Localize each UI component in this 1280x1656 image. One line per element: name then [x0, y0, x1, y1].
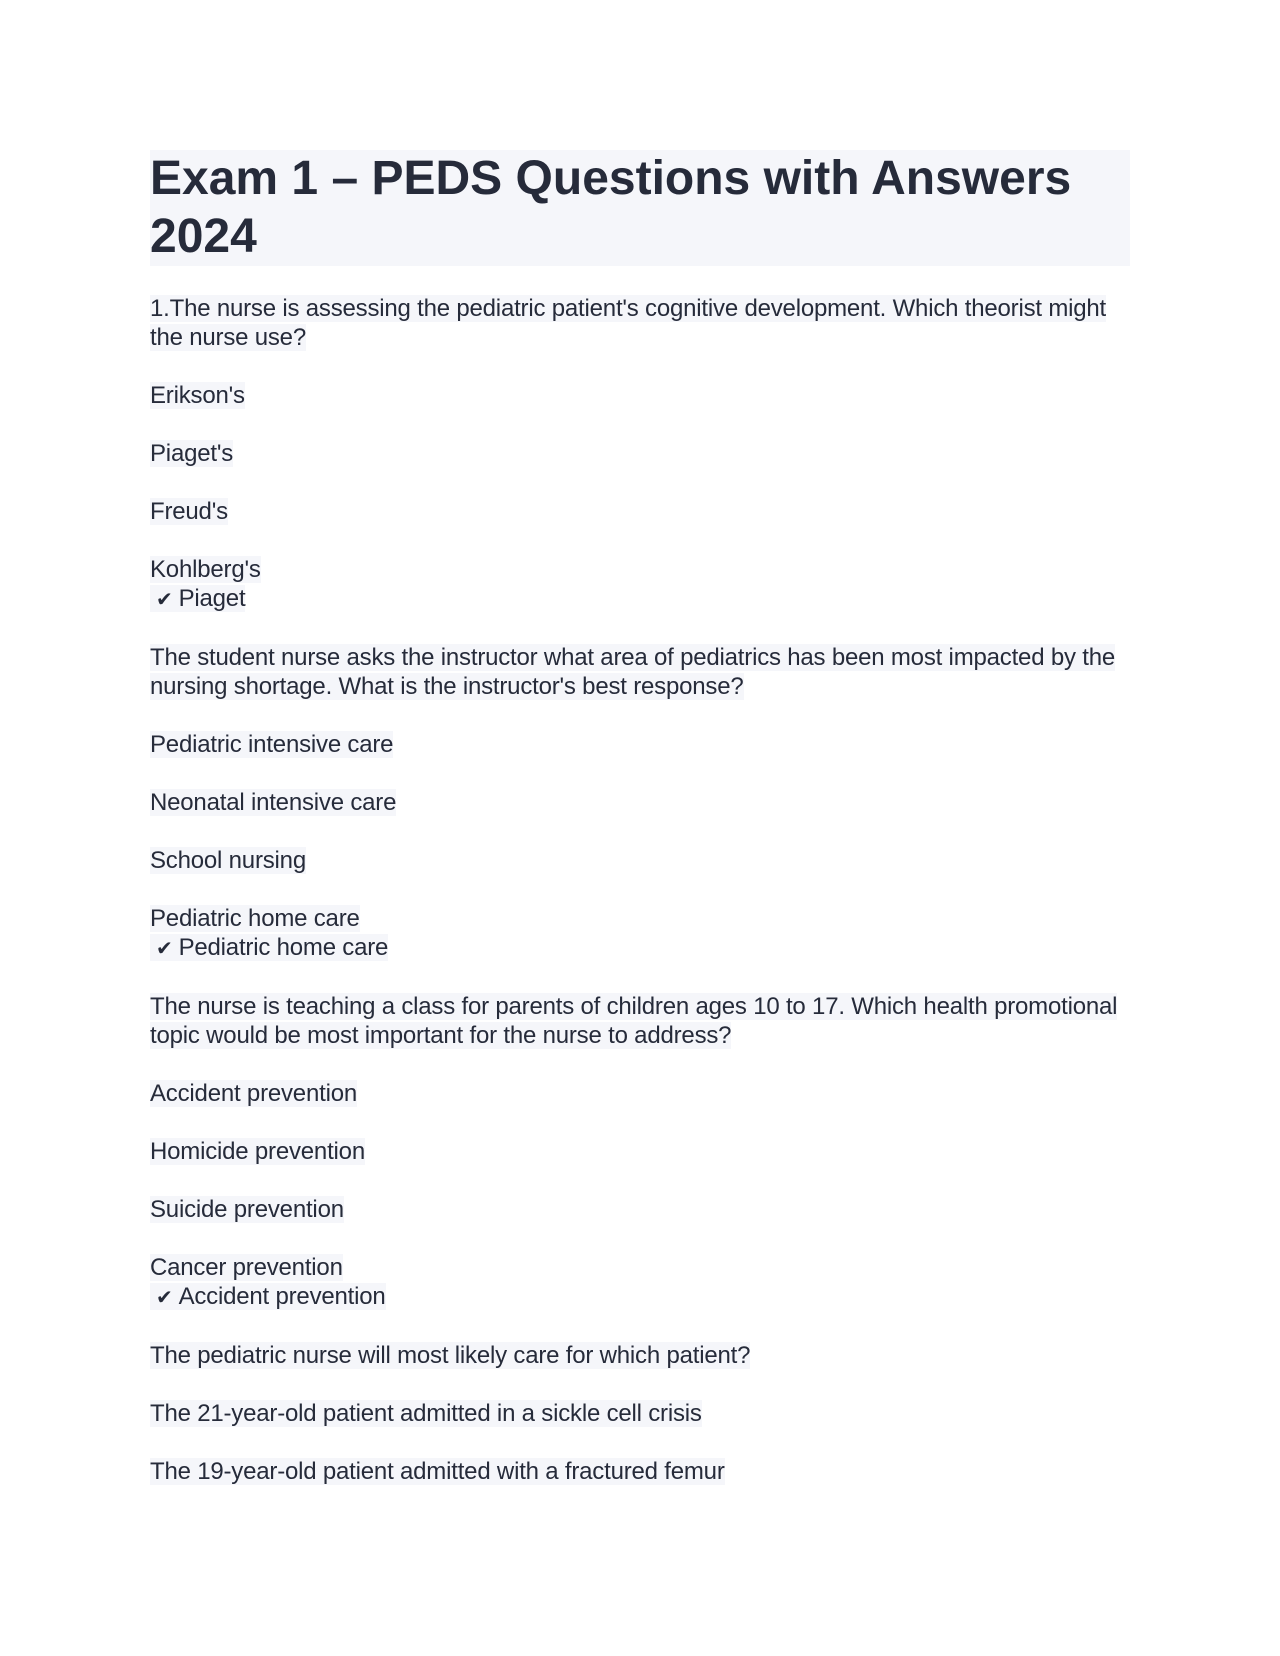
option-text: Homicide prevention [150, 1138, 365, 1165]
document-title: Exam 1 – PEDS Questions with Answers 2024 [150, 152, 1072, 263]
option-text: School nursing [150, 847, 306, 874]
option-text: Kohlberg's [150, 556, 261, 583]
option-text: Freud's [150, 498, 228, 525]
option [150, 1457, 1130, 1486]
option-text: Pediatric intensive care [150, 731, 394, 758]
option [150, 497, 1130, 526]
option-text: Accident prevention [150, 1080, 357, 1107]
answer-line [150, 585, 245, 612]
question-3 [150, 992, 1130, 1050]
check-mark-icon: ✔ [156, 587, 173, 611]
answer-text: Pediatric home care [178, 934, 389, 961]
option-text: Erikson's [150, 382, 245, 409]
option-with-answer [150, 555, 1130, 614]
option [150, 439, 1130, 468]
option [150, 1079, 1130, 1108]
question-text: The nurse is teaching a class for parents of children ages 10 to 17. Which health promotional topic would be most important for the nurse to address? [150, 993, 1118, 1049]
option-text: The 21-year-old patient admitted in a sickle cell crisis [150, 1400, 702, 1427]
question-text: The student nurse asks the instructor what area of pediatrics has been most impacted by the nursing shortage. What is the instructor's best response? [150, 644, 1115, 700]
option [150, 730, 1130, 759]
option-with-answer [150, 1253, 1130, 1312]
answer-text: Piaget [178, 585, 246, 612]
question-2 [150, 643, 1130, 701]
option [150, 1137, 1130, 1166]
option-text: Neonatal intensive care [150, 789, 397, 816]
check-mark-icon: ✔ [156, 1285, 173, 1309]
question-1 [150, 294, 1130, 352]
option-text: Suicide prevention [150, 1196, 344, 1223]
option [150, 1399, 1130, 1428]
answer-line [150, 1283, 386, 1310]
option [150, 846, 1130, 875]
answer-line [150, 934, 388, 961]
option [150, 381, 1130, 410]
option [150, 1195, 1130, 1224]
option [150, 788, 1130, 817]
option-text: Cancer prevention [150, 1254, 343, 1281]
option-text: Pediatric home care [150, 905, 360, 932]
answer-text: Accident prevention [178, 1283, 386, 1310]
question-4 [150, 1341, 1130, 1370]
check-mark-icon: ✔ [156, 936, 173, 960]
question-text: 1.The nurse is assessing the pediatric patient's cognitive development. Which theorist might the nurse use? [150, 295, 1107, 351]
option-with-answer [150, 904, 1130, 963]
option-text: Piaget's [150, 440, 234, 467]
question-text: The pediatric nurse will most likely care for which patient? [150, 1342, 751, 1369]
option-text: The 19-year-old patient admitted with a fractured femur [150, 1458, 725, 1485]
title-block [150, 150, 1130, 266]
document-page [150, 150, 1130, 1515]
